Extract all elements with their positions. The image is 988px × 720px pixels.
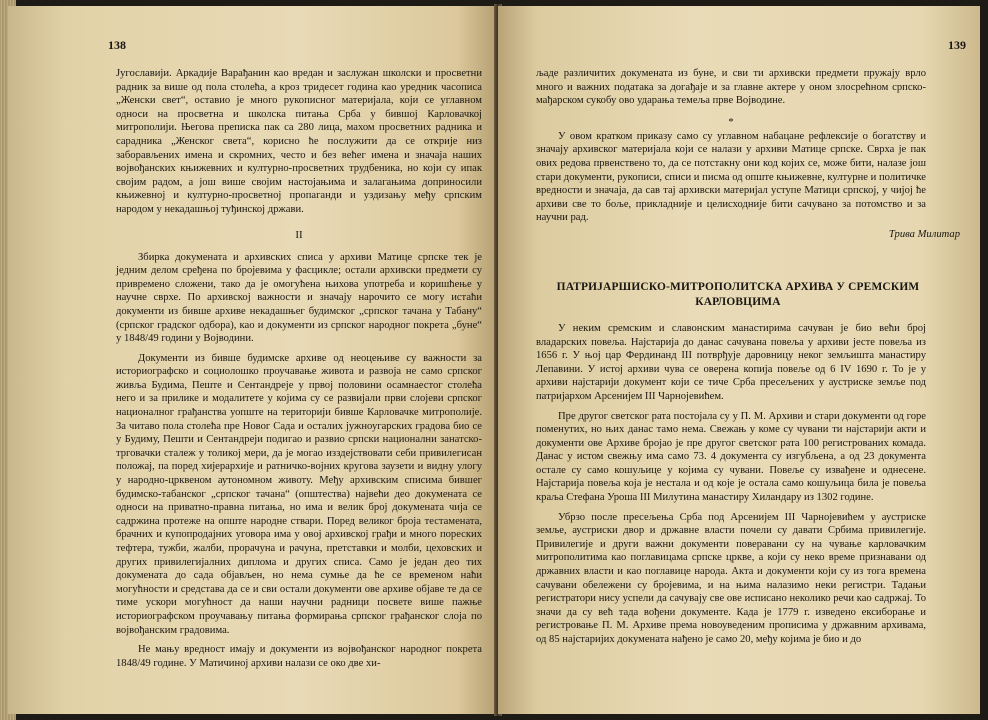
paragraph: Убрзо после пресељења Срба под Арсенијем III Чарнојевићем у аустриске земље, аустриски двор и државне власти почели су давати Србима привилегије. Привилегије и други важни документи поверавани су на чување карловачким митрополитима као поглавицама српске цркве, а који су неко време признавани од државних власти и као поглавице народа. Акта и документи који су из тога времена сачувани обележени су бројевима, и на њима налазимо неки регистри. Тадањи регистратори нису успели да сачувају све ове исписано неколико речи као садржај. То значи да су већ тада вођени документе. Када је 1779 г. изведено ексиборање и регистровање П. М. Архиве према новоуведеним прописима у државним архивама, од 85 најстаријих докумената нађено је само 20, међу којима је био и до [536,511,926,645]
paragraph: Пре другог светског рата постојала су у П. М. Архиви и стари документи од горе поменутих, но њих данас тамо нема. Свежањ у коме су чувани ти најстарији акти и документи ове Архиве бројао је пре другог светског рата 100 регистрованих комада. Данас у истом свежњу има само 73. 4 документа су изгубљена, а од 23 документа остале су само кошуљице у којима су чувани. Повеље су извађене и однесене. Најстарија повеља која је нестала и од које је остала само кошуљица била је повеља краља Стефана Уроша III Милутина манастиру Хиландару из 1302 године. [536,410,926,504]
paragraph: У неким сремским и славонским манастирима сачуван је био већи број владарских повеља. Најстарија до данас сачувана повеља у архиви јесте повеља из 1656 г. У њој цар Фердинанд III потврђује даровницу неког земљишта манастиру Лепавини. У истој архиви чува се оверена копија повеље од 6 IV 1690 г. То је у архиви најстарији документ који се тиче Срба пресељених у аустриске земље под патријархом Арсенијем III Чарнојевићем. [536,322,926,402]
separator-star: * [728,115,734,128]
author-signature: Трива Милитар [888,228,960,240]
paragraph: У овом кратком приказу само су углавном набацане рефлексије о богатству и значају архивског материјала који се налази у архиви Матице српске. Сврха је пак ових редова првенствено то, да се потстакну они код којих се, може бити, налазе још стари документи, рукописи, списи и писма од опште књижевне, културне и политичке вредности и значаја, да сав тај архивски материјал уступе Матици српској, у чијој ће архиви све то боље, прикладније и целисходније бити сачувано за потомство и за научни рад. [536,130,926,224]
paragraph: љаде различитих докумената из буне, и сви ти архивски предмети пружају врло много и важних података за догађаје и за главне актере у оном злосрећном српско-мађарском сукобу ово ударања темеља прве Војводине. [536,68,926,107]
paragraph: Збирка докумената и архивских списа у архиви Матице српске тек је једним делом сређена по бројевима у фасцикле; остали архивски предмети су привремено сложени, тако да је омогућена њихова употреба и коришћење у научне сврхе. По архивској важности и значају нарочито се могу истаћи документи из бивше архиве некадашњег будимског „српског тачана у Табану“ (српског градског одбора), као и документи из српског народног покрета „буне“ у 1848/49 години у Војводини. [116,251,482,345]
page-number: 138 [108,38,126,52]
article-heading: ПАТРИЈАРШИСКО-МИТРОПОЛИТСКА АРХИВА У СРЕМСКИМ КАРЛОВЦИМА [556,280,920,308]
paragraph: Не мању вредност имају и документи из војвођанског народног покрета 1848/49 године. У Матичиној архиви налази се око две хи- [116,644,482,669]
left-page [8,6,496,714]
paragraph: Документи из бивше будимске архиве од неоцењиве су важности за историографско и социолошко проучавање живота и развоја не само српског живља Будима, Пеште и Сентандреје у првој половини осамнаестог столећа него и за прилике и модалитете у којима су се развијали први слојеви српског националног грађанства уопште на територији бивше Карловачке митрополије. За читаво пола столећа пре Новог Сада и осталих јужноугарских градова био се у Будиму, Пешти и Сентандреји подигао и развио српски национални занатско-трговачки сталеж у толикој мери, да је могао изздејствовати себи привилегисан положај, па поред хијерархије и ратничко-војних кругова заузети и видну улогу у народно-црквеном аутономном животу. Међу архивским списима бившег будимско-табанског „српског тачана“ (општества) највећи део докумената се односи на приватно-правна питања, но има и велик број докумената чија се садржина протеже на опште народне ствари. Поред великог броја тестамената, брачних и купопродајних уговора има у овој архивској грађи и много порескиx тефтера, тужби, жалби, прорачуна и рачуна, претставки и молби, цеховских и других привилегијалних диплома и других списа. Само је један део тих докумената до сада објављен, но нема сумње да ће се временом наћи могућности и средстава да се и сви остали документи ове архиве објаве те да се тиме ускори могућност да наши научни радници посвете више пажње историографском проучавању питања формирања српског грађанског слоја по војвођанским градовима. [116,352,482,636]
right-page [498,6,980,714]
page-number: 139 [948,38,966,52]
section-number: II [295,228,303,241]
paragraph: Југославији. Аркадије Варађанин као вредан и заслужан школски и просветни радник за више од пола столећа, а кроз тридесет година као уредник часописа „Женски свет“, оставио је много рукописног материјала, који се углавном односи на просветна и школска питања Срба у бившој Карловачкој митрополији. Његова преписка пак са 280 лица, махом просветних радника и сарадника „Женског света“, корисно ће послужити да се открије низ заборављених имена и скромних, често и без већег имена и значаја наших војвођанских књижевних и културно-просветних трудбеника, но који су ипак својим радом, а још више својим настојањима и залагањима доприносили књижевној и културно-просветној пропаганди и уздизању међу српским народом у некадашњој туђинској држави. [116,68,482,215]
